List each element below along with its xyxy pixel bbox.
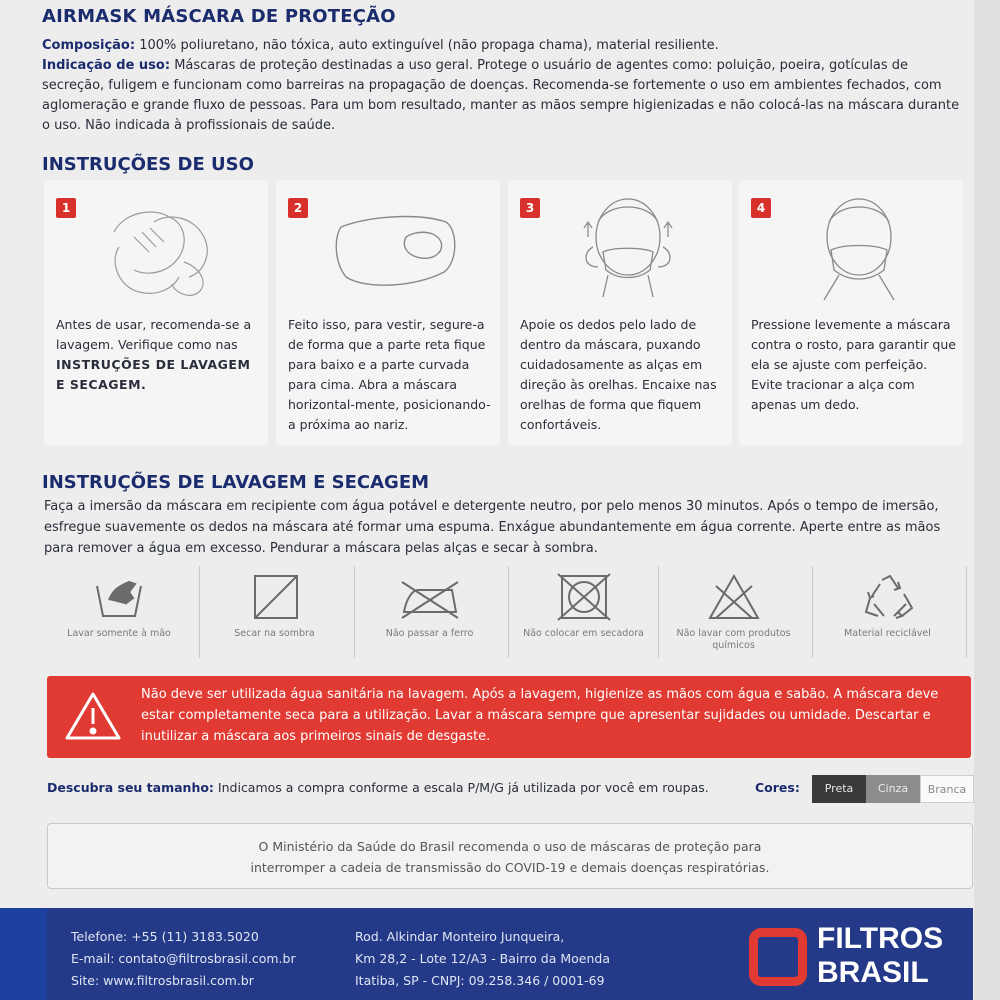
step-text: Pressione levemente a máscara contra o rosto, para garantir que ela se ajuste com perfeição. Evite tracionar a alça com apenas um dedo. <box>751 317 956 412</box>
footer-address-line-3: Itatiba, SP - CNPJ: 09.258.346 / 0001-69 <box>355 973 605 988</box>
care-label: Não passar a ferro <box>385 628 474 639</box>
face-mask-ears-icon <box>558 192 698 307</box>
composition-text: 100% poliuretano, não tóxica, auto extinguível (não propaga chama), material resiliente. <box>139 38 719 53</box>
size-info <box>47 780 709 795</box>
footer <box>47 908 973 1000</box>
warning-icon <box>63 690 123 742</box>
hands-mask-icon <box>94 192 234 307</box>
care-item-recycle <box>812 566 962 658</box>
brand-logo-icon <box>749 928 807 986</box>
size-text: Indicamos a compra conforme a escala P/M/G já utilizada por você em roupas. <box>217 780 709 795</box>
footer-site: Site: www.filtrosbrasil.com.br <box>71 973 254 988</box>
care-label: Não colocar em secadora <box>523 628 644 639</box>
footer-stripe <box>0 908 47 1000</box>
right-edge-shadow <box>974 0 1000 1000</box>
care-item-dry-shade <box>199 566 349 658</box>
instructions-title: INSTRUÇÕES DE USO <box>42 154 254 175</box>
care-item-no-tumble-dry <box>508 566 658 658</box>
page-title: AIRMASK MÁSCARA DE PROTEÇÃO <box>42 6 396 27</box>
care-item-no-chemicals <box>658 566 808 658</box>
care-divider <box>966 566 969 658</box>
color-swatch-gray: Cinza <box>866 775 920 803</box>
footer-phone: Telefone: +55 (11) 3183.5020 <box>71 929 259 944</box>
footer-address-line-2: Km 28,2 - Lote 12/A3 - Bairro da Moenda <box>355 951 610 966</box>
face-mask-icon <box>789 192 929 307</box>
brand-logo-text: FILTROS BRASIL <box>817 922 944 989</box>
washing-text: Faça a imersão da máscara em recipiente com água potável e detergente neutro, por pelo menos 30 minutos. Após o tempo de imersão, esfregue suavemente os dedos na máscara até formar uma espuma. Enxágue abundantemente em água corrente. Aperte entre as mãos para remover a água em excesso. Pendurar a máscara pelas alças e secar à sombra. <box>44 499 941 556</box>
indication-label: Indicação de uso: <box>42 58 171 73</box>
step-card-4 <box>739 180 963 445</box>
intro-text <box>42 36 967 136</box>
color-swatch-white: Branca <box>920 775 974 803</box>
ministry-notice <box>47 823 973 889</box>
step-card-2 <box>276 180 500 445</box>
step-card-3 <box>508 180 732 445</box>
care-label: Não lavar com produtos químicos <box>676 628 791 651</box>
ministry-line-2: interromper a cadeia de transmissão do COVID-19 e demais doenças respiratórias. <box>250 860 770 875</box>
step-text: Feito isso, para vestir, segure-a de forma que a parte reta fique para baixo e a parte curvada para cima. Abra a máscara horizontal-mente, posicionando-a próxima ao nariz. <box>288 317 491 432</box>
footer-address <box>355 926 610 992</box>
care-item-no-iron <box>354 566 504 658</box>
indication-text: Máscaras de proteção destinadas a uso geral. Protege o usuário de agentes como: poluição, poeira, gotículas de secreção, fuligem e funcionam como barreiras na propagação de doenças. Recomenda-se fortemente o uso em ambientes fechados, com aglomeração e grande fluxo de pessoas. Para um bom resultado, manter as mãos sempre higienizadas e não colocá-las na máscara durante o uso. Não indicada à profissionais de saúde. <box>42 58 960 133</box>
care-label: Material reciclável <box>844 628 931 639</box>
step-text: Antes de usar, recomenda-se a lavagem. Verifique como nas INSTRUÇÕES DE LAVAGEM E SECAGEM. <box>56 317 252 392</box>
colors-label: Cores: <box>755 780 800 795</box>
care-item-hand-wash <box>44 566 194 658</box>
size-label: Descubra seu tamanho: <box>47 780 214 795</box>
warning-text: Não deve ser utilizada água sanitária na lavagem. Após a lavagem, higienize as mãos com água e sabão. A máscara deve estar completamente seca para a utilização. Lavar a máscara sempre que apresentar sujidades ou umidade. Descartar e inutilizar a máscara aos primeiros sinais de desgaste. <box>141 687 939 744</box>
step-number: 2 <box>288 198 308 218</box>
recycle-icon <box>858 572 918 622</box>
no-tumble-dry-icon <box>554 572 614 622</box>
composition-label: Composição: <box>42 38 136 53</box>
step-number: 4 <box>751 198 771 218</box>
steps-panel <box>44 180 966 445</box>
ministry-line-1: O Ministério da Saúde do Brasil recomenda o uso de máscaras de proteção para <box>258 839 762 854</box>
step-number: 1 <box>56 198 76 218</box>
hand-wash-icon <box>89 572 149 622</box>
dry-shade-icon <box>245 572 305 622</box>
step-card-1 <box>44 180 268 445</box>
warning-banner <box>47 676 971 758</box>
no-chemicals-icon <box>704 572 764 622</box>
color-swatch-black: Preta <box>812 775 866 803</box>
footer-address-line-1: Rod. Alkindar Monteiro Junqueira, <box>355 929 565 944</box>
step-number: 3 <box>520 198 540 218</box>
no-iron-icon <box>398 572 462 622</box>
care-label: Secar na sombra <box>234 628 315 639</box>
footer-contact <box>71 926 296 992</box>
care-label: Lavar somente à mão <box>67 628 171 639</box>
washing-title: INSTRUÇÕES DE LAVAGEM E SECAGEM <box>42 472 430 493</box>
care-icons-row <box>44 566 969 658</box>
step-text: Apoie os dedos pelo lado de dentro da máscara, puxando cuidadosamente as alças em direção às orelhas. Encaixe nas orelhas de forma que fiquem confortáveis. <box>520 317 717 432</box>
footer-email: E-mail: contato@filtrosbrasil.com.br <box>71 951 296 966</box>
mask-icon <box>326 192 466 307</box>
